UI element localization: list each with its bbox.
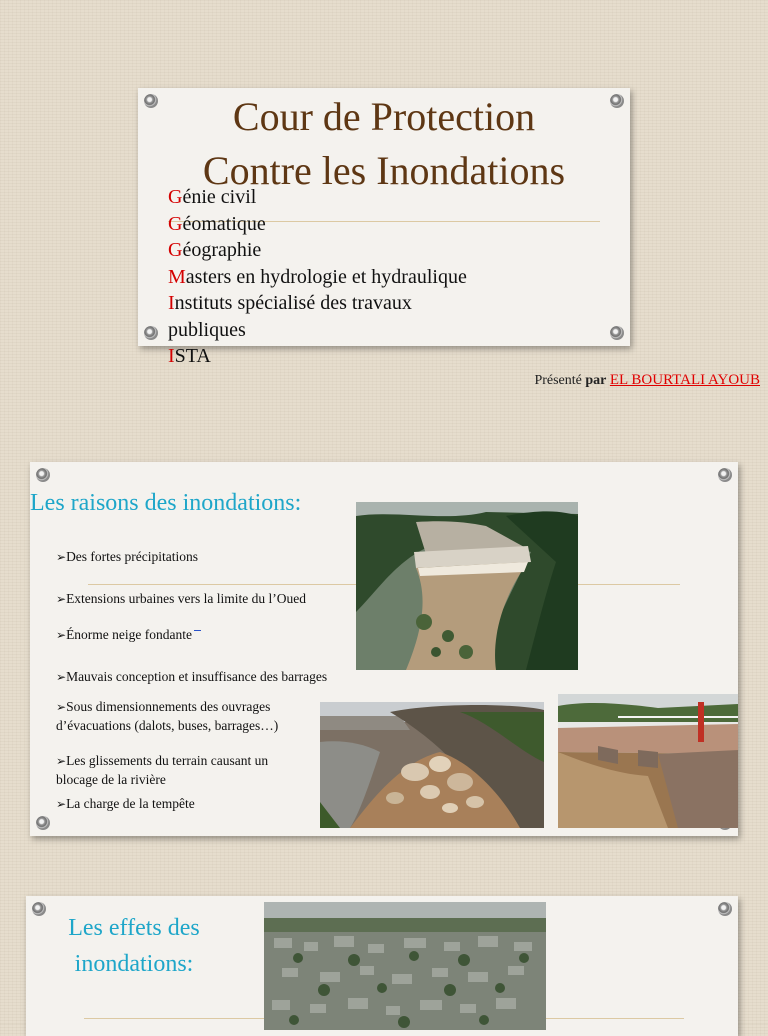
- screw-icon: [718, 902, 732, 916]
- arrow-bullet-icon: ➢: [56, 628, 67, 642]
- effects-heading: Les effets des inondations:: [68, 915, 200, 977]
- presenter-name[interactable]: EL BOURTALI AYOUB: [609, 372, 760, 388]
- list-item: ➢Des fortes précipitations: [56, 549, 199, 564]
- causes-panel: [30, 462, 738, 836]
- list-item: Géographie: [168, 239, 262, 261]
- list-item: ISTA: [168, 345, 211, 367]
- list-item: ➢Énorme neige fondante: [56, 626, 201, 644]
- list-item: ➢Mauvais conception et insuffisance des barrages: [56, 669, 328, 684]
- dam-image: [356, 502, 578, 670]
- list-item: Génie civil: [168, 186, 257, 208]
- slide-title: [0, 0, 768, 430]
- programs-list: [168, 184, 528, 370]
- screw-icon: [36, 468, 50, 482]
- list-item: ➢Extensions urbaines vers la limite du l’Oued: [56, 591, 307, 606]
- arrow-bullet-icon: ➢: [56, 700, 67, 714]
- landslide-image: [320, 702, 544, 828]
- screw-icon: [36, 816, 50, 830]
- arrow-bullet-icon: ➢: [56, 754, 67, 768]
- flooded-town-photo: [264, 902, 546, 1030]
- slide-causes: [0, 440, 768, 860]
- slide-title-text: [138, 90, 630, 198]
- list-item: Instituts spécialisé des travaux: [168, 292, 412, 314]
- arrow-bullet-icon: ➢: [56, 550, 67, 564]
- list-item: publiques: [168, 318, 246, 341]
- causes-heading: Les raisons des inondations:: [30, 490, 302, 516]
- list-item: Géomatique: [168, 212, 266, 235]
- arrow-bullet-icon: ➢: [56, 797, 67, 811]
- landslide-photo: [320, 702, 544, 828]
- list-item: ➢La charge de la tempête: [56, 796, 195, 811]
- title-line-1: Cour de Protection: [232, 94, 536, 139]
- screw-icon: [144, 326, 158, 340]
- flooded-bridge-photo: [558, 694, 738, 828]
- arrow-bullet-icon: ➢: [56, 592, 67, 606]
- dam-photo: [356, 502, 578, 670]
- list-item-continued: blocage de la rivière: [56, 772, 166, 787]
- flooded-town-image: [264, 902, 546, 1030]
- presenter-credit: Présenté par EL BOURTALI AYOUB: [534, 372, 760, 388]
- dash-mark: [194, 630, 201, 631]
- arrow-bullet-icon: ➢: [56, 670, 67, 684]
- list-item: Masters en hydrologie et hydraulique: [168, 265, 467, 288]
- title-line-2: Contre les Inondations: [202, 148, 566, 193]
- list-item: ➢Sous dimensionnements des ouvrages: [56, 699, 271, 714]
- screw-icon: [718, 468, 732, 482]
- list-item: ➢Les glissements du terrain causant un: [56, 753, 269, 768]
- screw-icon: [610, 326, 624, 340]
- flooded-bridge-image: [558, 694, 738, 828]
- screw-icon: [32, 902, 46, 916]
- effects-panel: [26, 896, 738, 1036]
- slide-effects: [0, 870, 768, 1024]
- list-item-continued: d’évacuations (dalots, buses, barrages…): [56, 718, 279, 733]
